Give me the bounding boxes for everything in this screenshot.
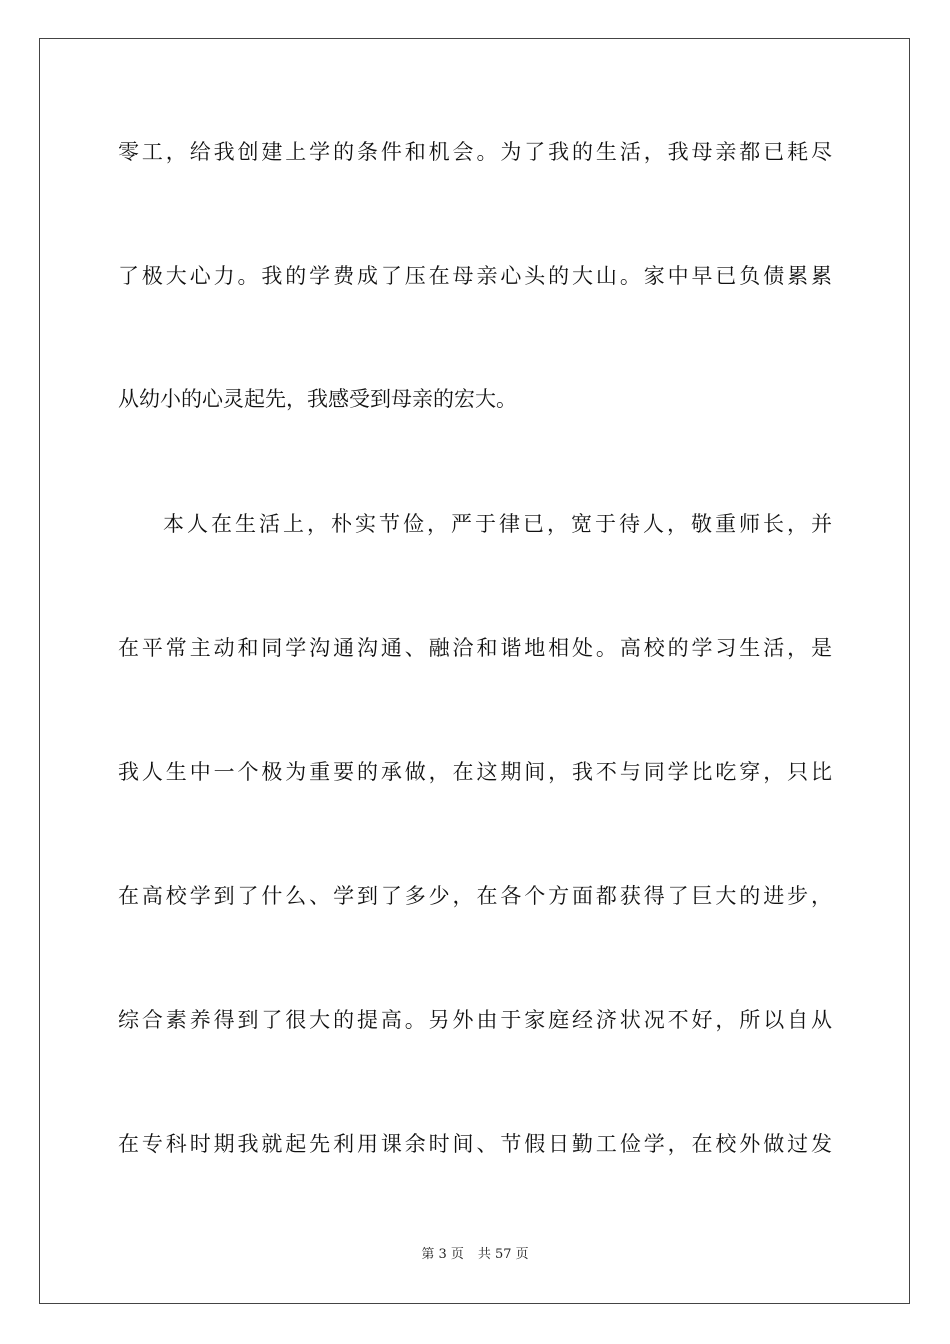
page-border: [39, 38, 910, 1304]
page-footer: [0, 1246, 950, 1264]
body-line-3: 从幼小的心灵起先，我感受到母亲的宏大。: [118, 387, 517, 411]
body-line-1: 零工，给我创建上学的条件和机会。为了我的生活，我母亲都已耗尽: [118, 140, 832, 164]
body-line-8: 综合素养得到了很大的提高。另外由于家庭经济状况不好，所以自从: [118, 1008, 832, 1032]
body-line-7: 在高校学到了什么、学到了多少，在各个方面都获得了巨大的进步，: [118, 884, 832, 908]
page-number: 第 3 页: [421, 1247, 464, 1262]
body-line-9: 在专科时期我就起先利用课余时间、节假日勤工俭学，在校外做过发: [118, 1132, 832, 1156]
body-line-6: 我人生中一个极为重要的承做，在这期间，我不与同学比吃穿，只比: [118, 760, 832, 784]
body-line-5: 在平常主动和同学沟通沟通、融洽和谐地相处。高校的学习生活，是: [118, 636, 832, 660]
page-total: 共 57 页: [477, 1247, 529, 1262]
body-line-2: 了极大心力。我的学费成了压在母亲心头的大山。家中早已负债累累: [118, 264, 832, 288]
body-line-4: 本人在生活上，朴实节俭，严于律已，宽于待人，敬重师长，并: [163, 512, 832, 536]
